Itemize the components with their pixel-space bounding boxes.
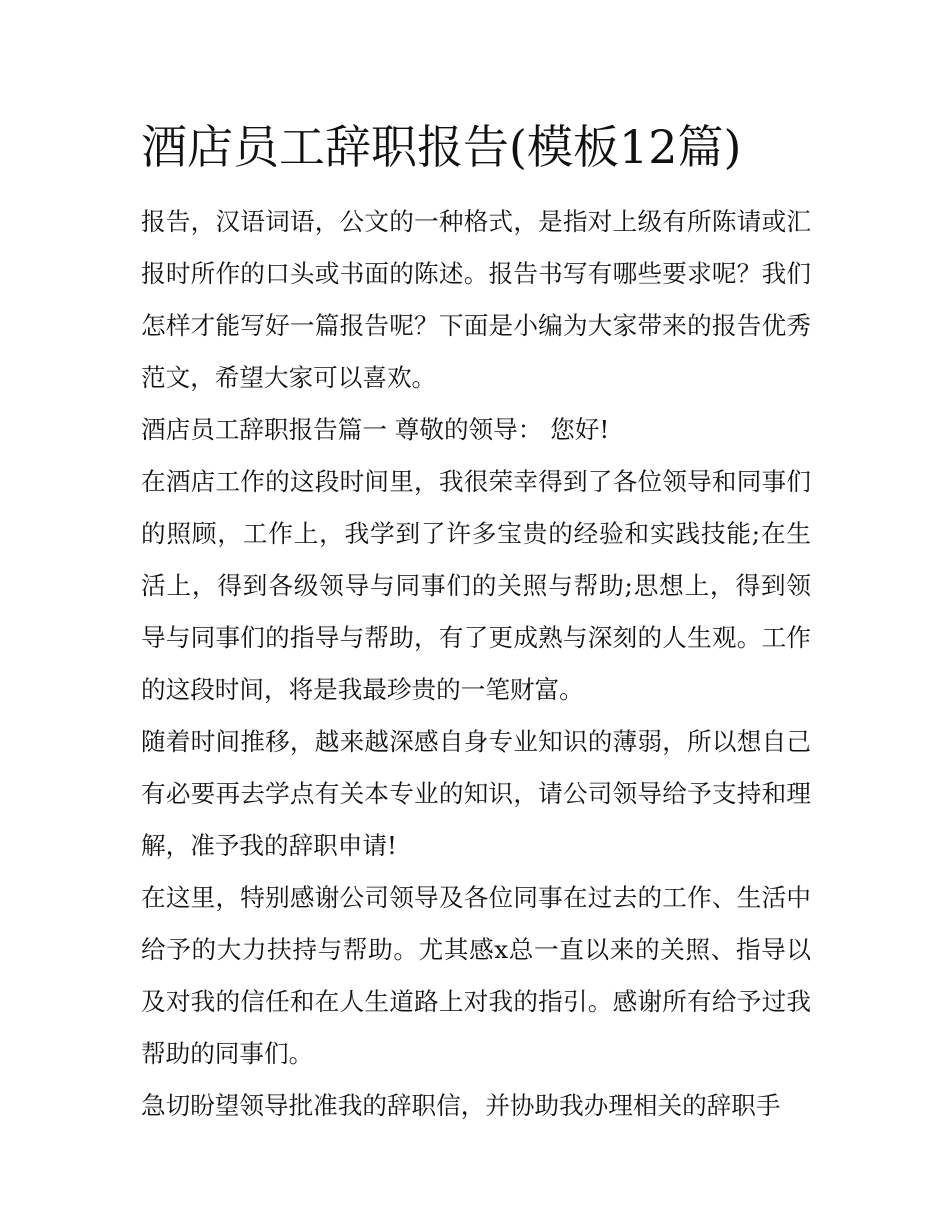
document-body bbox=[141, 196, 811, 1132]
paragraph-gratitude: 在酒店工作的这段时间里，我很荣幸得到了各位领导和同事们的照顾，工作上，我学到了许多宝贵的经验和实践技能;在生活上，得到各级领导与同事们的关照与帮助;思想上，得到领导与同事们的指导与帮助，有了更成熟与深刻的人生观。工作的这段时间，将是我最珍贵的一笔财富。 bbox=[141, 467, 811, 704]
document-title: 酒店员工辞职报告(模板12篇) bbox=[141, 120, 742, 174]
paragraph-intro: 报告，汉语词语，公文的一种格式，是指对上级有所陈请或汇报时所作的口头或书面的陈述。报告书写有哪些要求呢？我们怎样才能写好一篇报告呢？下面是小编为大家带来的报告优秀范文，希望大家可以喜欢。 bbox=[141, 207, 811, 392]
paragraph-thanks: 在这里，特别感谢公司领导及各位同事在过去的工作、生活中给予的大力扶持与帮助。尤其感x总一直以来的关照、指导以及对我的信任和在人生道路上对我的指引。感谢所有给予过我帮助的同事们。 bbox=[141, 883, 811, 1068]
paragraph-request: 急切盼望领导批准我的辞职信，并协助我办理相关的辞职手 bbox=[141, 1091, 781, 1120]
paragraph-salutation: 酒店员工辞职报告篇一 尊敬的领导： 您好! bbox=[141, 415, 610, 444]
paragraph-reason: 随着时间推移，越来越深感自身专业知识的薄弱，所以想自己有必要再去学点有关本专业的知识，请公司领导给予支持和理解，准予我的辞职申请! bbox=[141, 727, 811, 860]
